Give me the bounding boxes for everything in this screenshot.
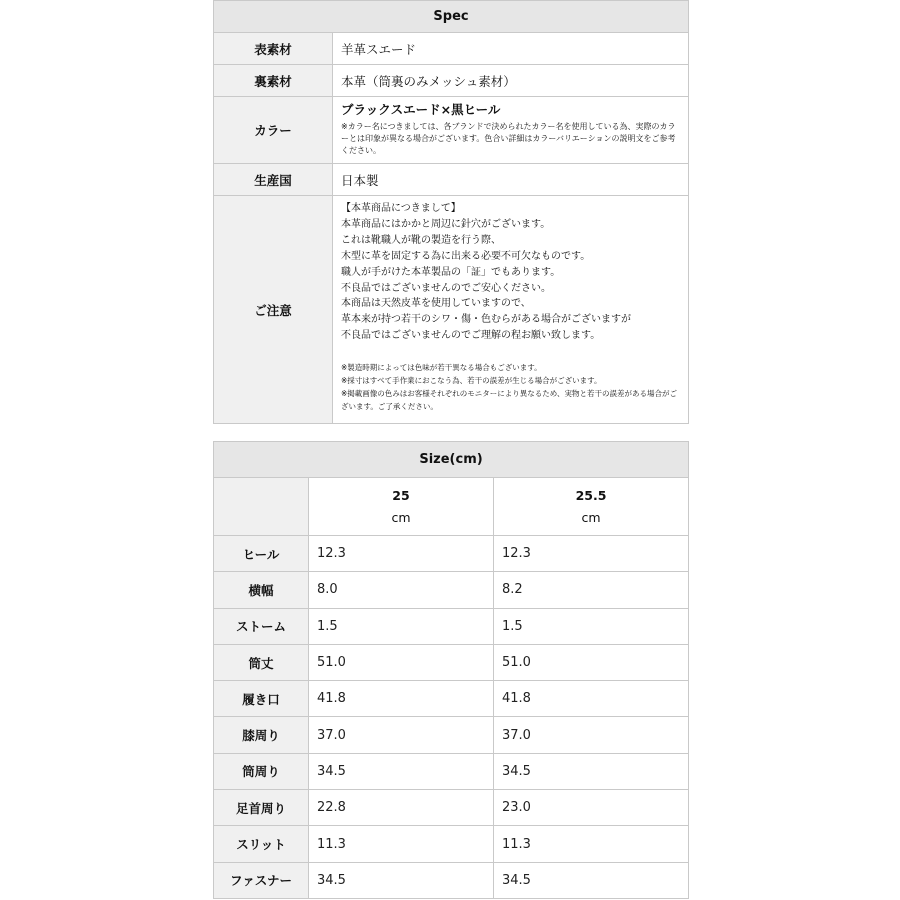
table-row <box>214 608 689 644</box>
measure-value: 11.3 <box>309 826 494 862</box>
measure-value: 41.8 <box>494 681 689 717</box>
notice-line: これは靴職人が靴の製造を行う際、 <box>341 234 501 246</box>
notice-line: 革本来が持つ若干のシワ・傷・色むらがある場合がございますが <box>341 314 631 326</box>
size-column-header <box>494 478 689 536</box>
notice-line: 木型に革を固定する為に出来る必要不可欠なものです。 <box>341 250 591 262</box>
measure-value: 34.5 <box>494 862 689 898</box>
size-title: Size(cm) <box>214 442 689 478</box>
notice-line: 不良品ではございませんのでご理解の程お願い致します。 <box>341 330 601 342</box>
notice-small-note: ※採寸はすべて手作業におこなう為、若干の誤差が生じる場合がございます。 <box>341 376 602 386</box>
table-row <box>214 681 689 717</box>
size-column-header <box>309 478 494 536</box>
table-row <box>214 862 689 898</box>
table-row <box>214 790 689 826</box>
notice-line: 不良品ではございませんのでご安心ください。 <box>341 282 551 294</box>
notice-cell <box>333 196 689 424</box>
notice-small-note: ※掲載画像の色みはお客様それぞれのモニターにより異なるため、実物と若干の誤差がある場合がございます。ご了承ください。 <box>341 389 677 412</box>
color-name: ブラックスエード×黒ヒール <box>341 102 501 117</box>
spec-value-lining: 本革（筒裏のみメッシュ素材） <box>333 65 689 97</box>
measure-value: 1.5 <box>494 608 689 644</box>
measure-value: 51.0 <box>309 644 494 680</box>
measure-value: 51.0 <box>494 644 689 680</box>
notice-spacer <box>341 344 688 361</box>
notice-line: 本革商品にはかかと周辺に針穴がございます。 <box>341 218 551 230</box>
measure-value: 12.3 <box>309 536 494 572</box>
measure-value: 1.5 <box>309 608 494 644</box>
measure-value: 34.5 <box>494 753 689 789</box>
spec-label-lining: 裏素材 <box>214 65 333 97</box>
table-row <box>214 717 689 753</box>
measure-label: 横幅 <box>214 572 309 608</box>
measure-value: 41.8 <box>309 681 494 717</box>
notice-line: 【本革商品につきまして】 <box>341 203 461 214</box>
spec-label-color: カラー <box>214 97 333 164</box>
size-table <box>213 441 689 899</box>
spec-value-origin: 日本製 <box>333 164 689 196</box>
measure-label: 膝周り <box>214 717 309 753</box>
size-value: 25.5 <box>575 487 607 503</box>
table-row <box>214 753 689 789</box>
measure-value: 34.5 <box>309 862 494 898</box>
spec-label-notice: ご注意 <box>214 196 333 424</box>
measure-label: ストーム <box>214 608 309 644</box>
measure-value: 34.5 <box>309 753 494 789</box>
notice-small-note: ※製造時期によっては色味が若干異なる場合もございます。 <box>341 363 542 373</box>
measure-label: ヒール <box>214 536 309 572</box>
notice-line: 職人が手がけた本革製品の「証」でもあります。 <box>341 266 561 278</box>
spec-title: Spec <box>214 1 689 33</box>
measure-value: 23.0 <box>494 790 689 826</box>
size-corner-cell <box>214 478 309 536</box>
measure-label: 履き口 <box>214 681 309 717</box>
table-row <box>214 826 689 862</box>
spec-label-origin: 生産国 <box>214 164 333 196</box>
measure-value: 8.2 <box>494 572 689 608</box>
measure-label: 足首周り <box>214 790 309 826</box>
size-unit: cm <box>581 509 601 525</box>
measure-value: 37.0 <box>494 717 689 753</box>
measure-value: 11.3 <box>494 826 689 862</box>
measure-label: ファスナー <box>214 862 309 898</box>
measure-value: 8.0 <box>309 572 494 608</box>
measure-value: 37.0 <box>309 717 494 753</box>
size-unit: cm <box>391 509 411 525</box>
color-note: ※カラー名につきましては、各ブランドで決められたカラー名を使用している為、実際のカラーとは印象が異なる場合がございます。色合い詳細はカラーバリエーションの説明文をご参考ください。 <box>341 122 676 155</box>
measure-value: 22.8 <box>309 790 494 826</box>
spec-value-color-cell <box>333 97 689 164</box>
spec-label-upper: 表素材 <box>214 33 333 65</box>
measure-label: スリット <box>214 826 309 862</box>
measure-label: 筒周り <box>214 753 309 789</box>
table-row <box>214 644 689 680</box>
table-row <box>214 536 689 572</box>
spec-value-upper: 羊革スエード <box>333 33 689 65</box>
table-row <box>214 572 689 608</box>
spec-table <box>213 0 689 424</box>
notice-line: 本商品は天然皮革を使用していますので、 <box>341 298 531 310</box>
size-value: 25 <box>392 487 410 503</box>
measure-label: 筒丈 <box>214 644 309 680</box>
measure-value: 12.3 <box>494 536 689 572</box>
